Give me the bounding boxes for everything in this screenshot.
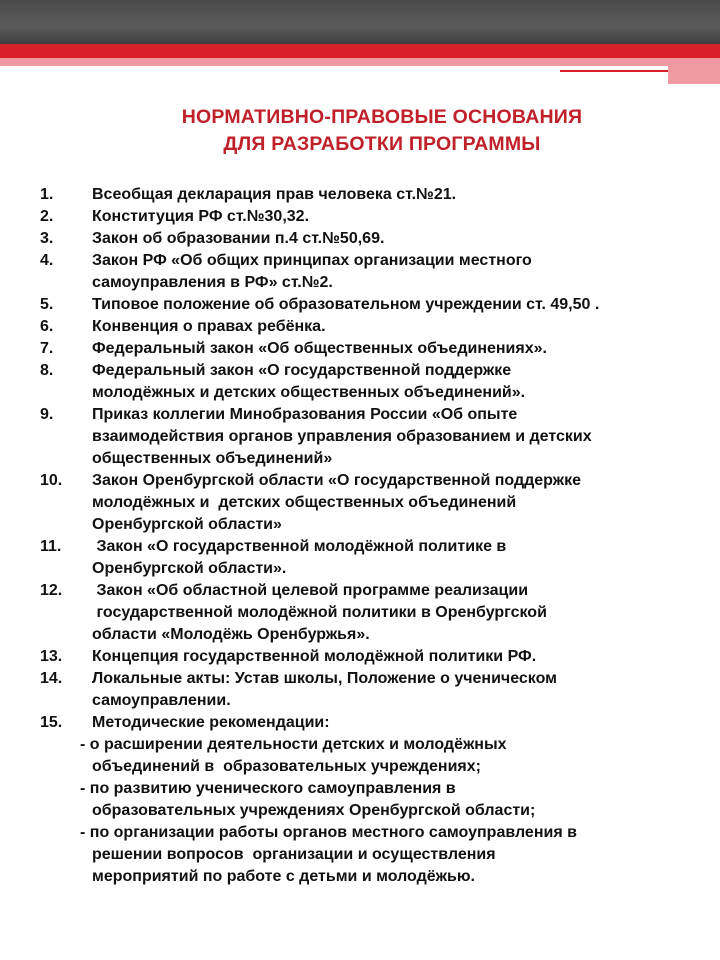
list-item-text: Конвенция о правах ребёнка. — [92, 318, 326, 335]
header-dark-bar — [0, 0, 720, 44]
list-item-number: 12. — [40, 582, 63, 599]
list-item-number: 7. — [40, 340, 54, 357]
list-item-text: Конституция РФ ст.№30,32. — [92, 208, 310, 225]
list-item — [40, 316, 712, 338]
recommendation-text: - о расширении деятельности детских и молодёжных — [80, 736, 507, 753]
list-item — [40, 580, 712, 646]
list-item-number: 10. — [40, 472, 63, 489]
document-list — [40, 184, 712, 888]
list-item-text: самоуправлении. — [92, 692, 231, 709]
recommendation-text: мероприятий по работе с детьми и молодёжью. — [92, 868, 475, 885]
list-item-text: Оренбургской области» — [92, 516, 282, 533]
list-item-text: Оренбургской области». — [92, 560, 287, 577]
list-item-number: 8. — [40, 362, 54, 379]
list-item-text: Методические рекомендации: — [92, 714, 330, 731]
header-accent-line — [560, 70, 668, 72]
list-item-text: Всеобщая декларация прав человека ст.№21. — [92, 186, 457, 203]
list-item-text: Закон РФ «Об общих принципах организации местного — [92, 252, 532, 269]
list-item-text: Локальные акты: Устав школы, Положение о ученическом — [92, 670, 557, 687]
list-item-text: общественных объединений» — [92, 450, 333, 467]
header-pink-band — [0, 58, 720, 66]
list-item-number: 1. — [40, 186, 54, 203]
list-item-number: 9. — [40, 406, 54, 423]
recommendation-item — [40, 822, 712, 888]
list-item — [40, 712, 712, 734]
list-item-text: Типовое положение об образовательном учреждении ст. 49,50 . — [92, 296, 600, 313]
list-item-text: взаимодействия органов управления образованием и детских — [92, 428, 592, 445]
list-item-text: области «Молодёжь Оренбуржья». — [92, 626, 370, 643]
list-item-text: Закон Оренбургской области «О государственной поддержке — [92, 472, 581, 489]
list-item-number: 13. — [40, 648, 63, 665]
list-item — [40, 668, 712, 712]
header-accent-block — [668, 66, 720, 84]
list-item — [40, 404, 712, 470]
page-title — [0, 104, 720, 158]
list-item-text: самоуправления в РФ» ст.№2. — [92, 274, 333, 291]
list-item — [40, 206, 712, 228]
recommendation-text: решении вопросов организации и осуществления — [92, 846, 496, 863]
list-item-text: государственной молодёжной политики в Оренбургской — [92, 604, 547, 621]
list-item — [40, 250, 712, 294]
recommendation-item — [40, 778, 712, 822]
recommendation-text: объединений в образовательных учреждениях; — [92, 758, 481, 775]
list-item-text: Закон «О государственной молодёжной политике в — [92, 538, 507, 555]
list-item-number: 11. — [40, 538, 62, 555]
list-item — [40, 184, 712, 206]
list-item-text: Закон об образовании п.4 ст.№50,69. — [92, 230, 385, 247]
list-item-text: молодёжных и детских общественных объединений». — [92, 384, 526, 401]
title-line-1: НОРМАТИВНО-ПРАВОВЫЕ ОСНОВАНИЯ — [181, 106, 583, 128]
list-item-number: 4. — [40, 252, 54, 269]
list-item-text: Концепция государственной молодёжной политики РФ. — [92, 648, 537, 665]
list-item-number: 5. — [40, 296, 54, 313]
recommendation-text: - по развитию ученического самоуправления в — [80, 780, 456, 797]
list-item-number: 6. — [40, 318, 54, 335]
list-item — [40, 338, 712, 360]
list-item — [40, 360, 712, 404]
recommendation-text: - по организации работы органов местного самоуправления в — [80, 824, 577, 841]
list-item-text: Федеральный закон «Об общественных объединениях». — [92, 340, 547, 357]
list-item — [40, 536, 712, 580]
list-item-text: Федеральный закон «О государственной поддержке — [92, 362, 512, 379]
list-item-number: 3. — [40, 230, 54, 247]
list-item-text: молодёжных и детских общественных объединений — [92, 494, 517, 511]
list-item-text: Приказ коллегии Минобразования России «Об опыте — [92, 406, 518, 423]
list-item — [40, 294, 712, 316]
list-item — [40, 470, 712, 536]
list-item — [40, 228, 712, 250]
list-item-text: Закон «Об областной целевой программе реализации — [92, 582, 529, 599]
recommendation-text: образовательных учреждениях Оренбургской области; — [92, 802, 536, 819]
title-line-2: ДЛЯ РАЗРАБОТКИ ПРОГРАММЫ — [223, 133, 541, 155]
header-red-band — [0, 44, 720, 58]
recommendation-item — [40, 734, 712, 778]
list-item — [40, 646, 712, 668]
list-item-number: 14. — [40, 670, 63, 687]
list-item-number: 15. — [40, 714, 63, 731]
list-item-number: 2. — [40, 208, 54, 225]
